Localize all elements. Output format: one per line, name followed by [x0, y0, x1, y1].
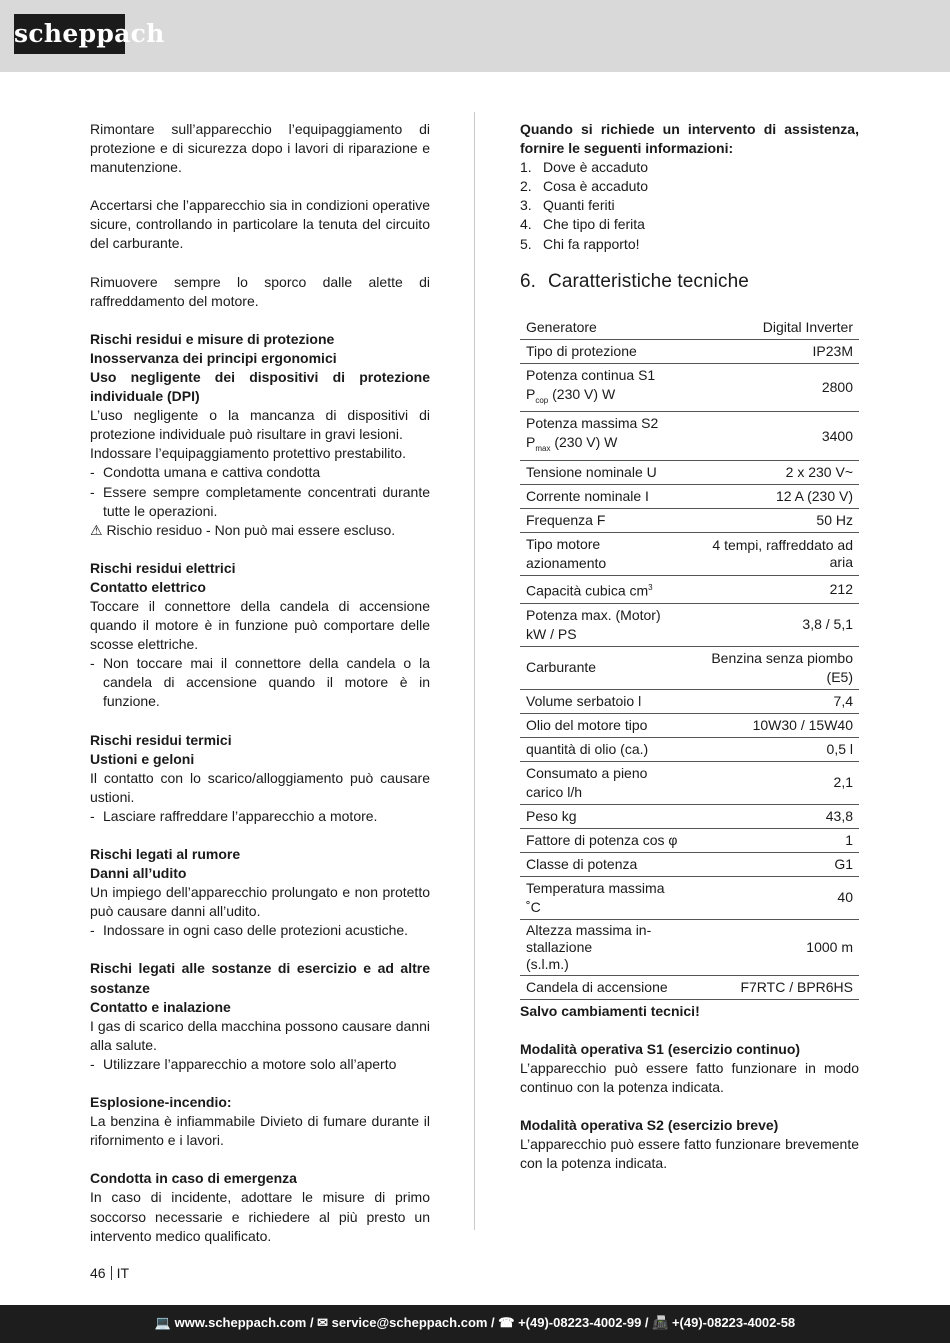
note: Salvo cambiamenti tecnici! — [520, 1002, 700, 1019]
table-row: quantità di olio (ca.) 0,5 l — [520, 737, 859, 761]
table-row: Tipo di protezione IP23M — [520, 339, 859, 363]
table-row: Potenza massima S2 $P_{max}$ (230 V) W 3400 — [520, 412, 859, 461]
section-subheading: Contatto elettrico — [90, 578, 206, 595]
list-item: - Utilizzare l’apparecchio a motore solo all’aperto — [90, 1055, 397, 1072]
list-item: 2. Cosa è accaduto — [520, 178, 649, 195]
table-row: Candela di accensione F7RTC / BPR6HS — [520, 975, 859, 999]
section-heading: Condotta in caso di emergenza — [90, 1170, 297, 1187]
list-item: - Indossare in ogni caso delle protezioni acustiche. — [90, 922, 409, 939]
list-item: 5. Chi fa rapporto! — [520, 235, 640, 252]
warning-line: ⚠ Rischio residuo - Non può mai essere escluso. — [90, 521, 396, 538]
paragraph: L’apparecchio può essere fatto funzionare in modo continuo con la potenza indicata. — [520, 1060, 859, 1096]
section-title: 6. Caratteristiche tecniche — [520, 270, 749, 292]
assistance-heading: Quando si richiede un intervento di assistenza, fornire le seguenti informazioni: — [520, 121, 859, 157]
section-subheading: Inosservanza dei principi ergonomici — [90, 349, 337, 366]
table-row: Altezza massima in- stallazione (s.l.m.) 1000 m — [520, 919, 859, 975]
section-heading: Rischi residui termici — [90, 731, 232, 748]
paragraph: Rimuovere sempre lo sporco dalle alette di raffreddamento del motore. — [90, 273, 430, 309]
list-item: - Essere sempre completamente concentrati durante tutte le operazioni. — [90, 483, 430, 519]
paragraph: I gas di scarico della macchina possono causare danni alla salute. — [90, 1017, 430, 1053]
paragraph: Indossare l’equipaggiamento protettivo prestabilito. — [90, 445, 406, 462]
contact-line: 💻 www.scheppach.com / ✉ service@scheppach.com / ☎ +(49)-08223-4002-99 / 📠 +(49)-08223-4002-58 — [154, 1315, 796, 1330]
table-row: Potenza continua S1 $P_{cop}$ (230 V) W 2800 — [520, 363, 859, 412]
paragraph: Accertarsi che l’apparecchio sia in condizioni operative sicure, controllando in particolare la tenuta del circuito del carburante. — [90, 197, 430, 252]
section-heading: Esplosione-incendio: — [90, 1094, 232, 1111]
table-row: Peso kg 43,8 — [520, 804, 859, 828]
table-row: Tipo motore azionamento 4 tempi, raffreddato ad aria — [520, 533, 859, 576]
section-heading: Rischi residui elettrici — [90, 559, 236, 576]
page-number: 46 IT — [90, 1265, 130, 1281]
section-subheading: Ustioni e geloni — [90, 750, 195, 767]
specs-table — [520, 316, 859, 1000]
table-row: Olio del motore tipo 10W30 / 15W40 — [520, 713, 859, 737]
table-row: Potenza max. (Motor) kW / PS 3,8 / 5,1 — [520, 603, 859, 646]
paragraph: Il contatto con lo scarico/alloggiamento può causare ustioni. — [90, 769, 430, 805]
list-item: 1. Dove è accaduto — [520, 159, 649, 176]
paragraph: L’apparecchio può essere fatto funzionare brevemente con la potenza indicata. — [520, 1136, 859, 1172]
paragraph: Un impiego dell’apparecchio prolungato e non protetto può causare danni all’udito. — [90, 884, 430, 920]
table-row: Generatore Digital Inverter — [520, 316, 859, 340]
paragraph: L’uso negligente o la mancanza di dispositivi di protezione individuale può risultare in gravi lesioni. — [90, 407, 430, 443]
section-heading: Modalità operativa S2 (esercizio breve) — [520, 1117, 779, 1134]
paragraph: La benzina è infiammabile Divieto di fumare durante il rifornimento e i lavori. — [90, 1113, 430, 1149]
table-row: Classe di potenza G1 — [520, 852, 859, 876]
table-row: Capacità cubica $cm^3$ 212 — [520, 576, 859, 604]
paragraph: Toccare il connettore della candela di accensione quando il motore è in funzione può comportare delle scosse elettriche. — [90, 597, 430, 653]
table-row: Fattore di potenza cos φ 1 — [520, 828, 859, 852]
section-subheading: Danni all’udito — [90, 865, 187, 882]
list-item: - Lasciare raffreddare l’apparecchio a motore. — [90, 807, 378, 824]
table-row: Consumato a pieno carico l/h 2,1 — [520, 761, 859, 804]
section-heading: Rischi residui e misure di protezione — [90, 330, 335, 347]
paragraph: Rimontare sull’apparecchio l’equipaggiamento di protezione e di sicurezza dopo i lavori di riparazione e manutenzione. — [90, 121, 430, 176]
table-row: Tensione nominale U 2 x 230 V~ — [520, 461, 859, 485]
table-row: Frequenza F 50 Hz — [520, 509, 859, 533]
section-heading: Rischi legati al rumore — [90, 846, 241, 862]
section-heading: Rischi legati alle sostanze di esercizio e ad altre sostanze — [90, 960, 430, 996]
table-row: Carburante Benzina senza piombo (E5) — [520, 646, 859, 689]
list-item: - Non toccare mai il connettore della candela o la candela di accensione quando il motore è in funzione. — [90, 655, 430, 710]
table-row: Volume serbatoio l 7,4 — [520, 689, 859, 713]
left-column — [90, 120, 430, 1246]
paragraph: In caso di incidente, adottare le misure di primo soccorso necessarie e richiedere al più presto un intervento medico qualificato. — [90, 1189, 430, 1244]
section-heading: Modalità operativa S1 (esercizio continuo) — [520, 1041, 801, 1057]
section-subheading: Contatto e inalazione — [90, 998, 231, 1015]
right-column — [520, 120, 859, 1174]
table-row: Temperatura massima ˚C 40 — [520, 876, 859, 919]
list-item: 3. Quanti feriti — [520, 197, 615, 214]
column-divider — [474, 112, 475, 1230]
section-subheading: Uso negligente dei dispositivi di protezione individuale (DPI) — [90, 368, 430, 405]
list-item: - Condotta umana e cattiva condotta — [90, 464, 321, 481]
brand-logo: scheppach — [14, 14, 125, 54]
table-row: Corrente nominale I 12 A (230 V) — [520, 485, 859, 509]
list-item: 4. Che tipo di ferita — [520, 216, 645, 233]
